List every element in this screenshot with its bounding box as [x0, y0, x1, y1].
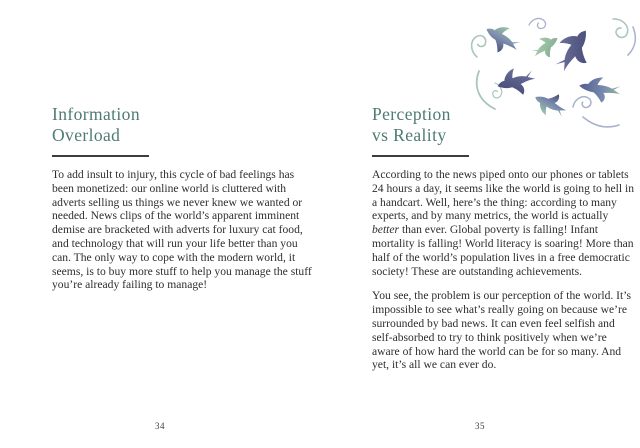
left-heading — [52, 104, 314, 146]
left-content — [52, 104, 314, 292]
bird-long-tail-icon — [578, 75, 622, 104]
swirl-right-tail-icon — [628, 27, 635, 55]
bird-descending-icon — [530, 85, 571, 123]
left-body-paragraph: To add insult to injury, this cycle of bad feelings has been monetized: our online world is cluttered with adverts selling us things we never knew we wanted or needed. News clips of the world’s apparent imminent demise are bracketed with adverts for luxury cat food, and technology that will run your life better than you can. The only way to cope with the modern world, it seems, is to buy more stuff to help you manage the stuff you’re already failing to manage! — [52, 168, 312, 292]
right-heading-line2: vs Reality — [372, 125, 447, 145]
left-heading-line2: Overload — [52, 125, 121, 145]
swirl-topright-icon — [607, 16, 632, 39]
left-heading-line1: Information — [52, 104, 140, 124]
swirl-left-tail-icon — [477, 71, 495, 109]
right-body-paragraph-2: You see, the problem is our perception of the world. It’s impossible to see what’s really going on because we’re surrounded by bad news. It can even feel selfish and self-absorbed to try to think positively when we’re aware of how hard the world can be for so many. And yet, it’s all we can ever do. — [372, 289, 631, 372]
right-content — [372, 104, 634, 372]
right-heading-line1: Perception — [372, 104, 451, 124]
page-number-left: 34 — [155, 421, 165, 431]
left-heading-rule — [52, 155, 149, 157]
birds-illustration — [455, 5, 640, 138]
swirl-top-icon — [528, 16, 547, 33]
para1-italic-word: better — [372, 223, 400, 237]
swirl-left-icon — [470, 35, 488, 58]
swirl-bottom-icon — [571, 93, 593, 114]
bird-green-icon — [528, 31, 564, 64]
right-body-paragraph-1 — [372, 168, 634, 278]
page-number-right: 35 — [475, 421, 485, 431]
right-heading-rule — [372, 155, 469, 157]
para1-text-before: According to the news piped onto our phones or tablets 24 hours a day, it seems like the world is going to hell in a handcart. Well, here’s the thing: according to many experts, and by many metrics, the world is actually — [372, 168, 635, 223]
para1-text-after: than ever. Global poverty is falling! Infant mortality is falling! World literacy is soaring! More than half of the world’s population lives in a free democratic society! These are outstanding achievements. — [372, 223, 634, 278]
swirl-bottom-tail-icon — [583, 117, 619, 127]
bird-large-navy-icon — [548, 22, 602, 79]
